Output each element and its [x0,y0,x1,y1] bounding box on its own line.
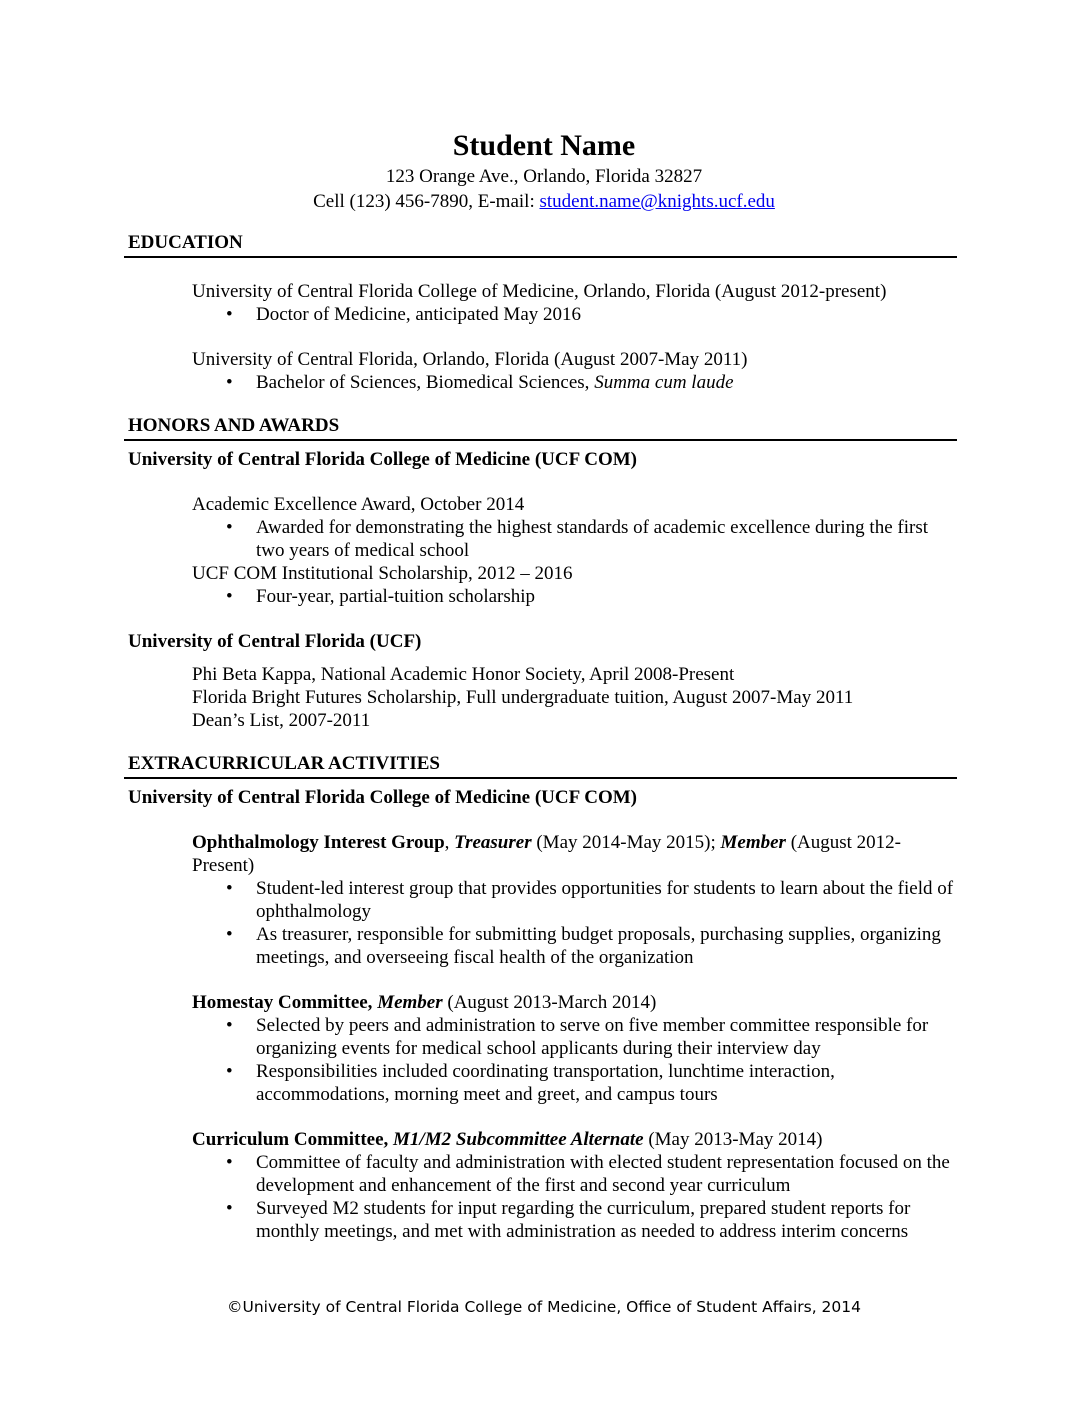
award-item: Academic Excellence Award, October 2014 [192,494,525,515]
education-entry-bullets [124,371,957,394]
email-link[interactable]: student.name@knights.ucf.edu [539,191,775,212]
award-bullets [124,585,957,608]
award-item: Dean’s List, 2007-2011 [192,710,371,731]
activity-bullets [124,877,957,969]
activity-dates: (May 2013-May 2014) [643,1129,823,1150]
contact-prefix: Cell (123) 456-7890, E-mail: [313,191,540,212]
activity-dates: (August 2012-Present) [192,832,902,876]
activity-bullets [124,1014,957,1106]
award-item: Phi Beta Kappa, National Academic Honor Society, April 2008-Present [192,664,735,685]
activities-com-heading: University of Central Florida College of Medicine (UCF COM) [128,787,638,808]
list-item: • Responsibilities included coordinating transportation, lunchtime interaction, accommodations, morning meet and greet, and campus tours [256,1060,957,1106]
education-entry-bullets [124,303,957,326]
award-bullets [124,516,957,562]
list-item: • Student-led interest group that provides opportunities for students to learn about the field of ophthalmology [256,877,957,923]
activity-dates: (August 2013-March 2014) [442,992,657,1013]
degree-text: Bachelor of Sciences, Biomedical Sciences, [256,372,595,393]
education-section [124,232,957,394]
resume-header [0,128,1088,214]
honors-title: HONORS AND AWARDS [128,415,340,436]
honors-section [124,415,957,732]
honors-com-heading: University of Central Florida College of Medicine (UCF COM) [128,449,638,470]
list-item: • Four-year, partial-tuition scholarship [256,585,957,608]
activity-role: M1/M2 Subcommittee Alternate [393,1129,644,1150]
latin-honor: Summa cum laude [594,372,734,393]
award-item: UCF COM Institutional Scholarship, 2012 – 2016 [192,563,573,584]
activity-title-line [124,1128,957,1151]
activity-role: Treasurer [454,832,532,853]
activity-bullets [124,1151,957,1243]
activity-name: Curriculum Committee, [192,1129,389,1150]
list-item: • Doctor of Medicine, anticipated May 2016 [256,303,957,326]
activity-name: Ophthalmology Interest Group [192,832,445,853]
award-item: Florida Bright Futures Scholarship, Full undergraduate tuition, August 2007-May 2011 [192,687,854,708]
student-name: Student Name [452,129,636,162]
list-item: • Committee of faculty and administration with elected student representation focused on the development and enhancement of the first and second year curriculum [256,1151,957,1197]
list-item: • As treasurer, responsible for submitting budget proposals, purchasing supplies, organizing meetings, and overseeing fiscal health of the organization [256,923,957,969]
resume-body [124,232,957,1243]
activities-title: EXTRACURRICULAR ACTIVITIES [128,753,440,774]
list-item [256,371,957,394]
education-entry-line: University of Central Florida, Orlando, Florida (August 2007-May 2011) [192,349,748,370]
list-item: • Surveyed M2 students for input regarding the curriculum, prepared student reports for monthly meetings, and met with administration as needed to address interim concerns [256,1197,957,1243]
activity-dates: (May 2014-May 2015); [531,832,721,853]
list-item: • Awarded for demonstrating the highest standards of academic excellence during the first two years of medical school [256,516,957,562]
activity-title-line [124,991,957,1014]
activity-role: Member [377,992,443,1013]
page-footer: ©University of Central Florida College of Medicine, Office of Student Affairs, 2014 [226,1298,862,1316]
activity-title-line [124,831,957,877]
education-entry-line: University of Central Florida College of Medicine, Orlando, Florida (August 2012-present) [192,281,887,302]
activities-section [124,753,957,1243]
honors-ucf-heading: University of Central Florida (UCF) [128,631,422,652]
contact-line [0,189,1088,214]
education-title: EDUCATION [128,232,243,253]
list-item: • Selected by peers and administration to serve on five member committee responsible for organizing events for medical school applicants during their interview day [256,1014,957,1060]
activity-role: Member [720,832,786,853]
activity-name: Homestay Committee, [192,992,373,1013]
address-line: 123 Orange Ave., Orlando, Florida 32827 [385,166,703,187]
separator: , [444,832,455,853]
